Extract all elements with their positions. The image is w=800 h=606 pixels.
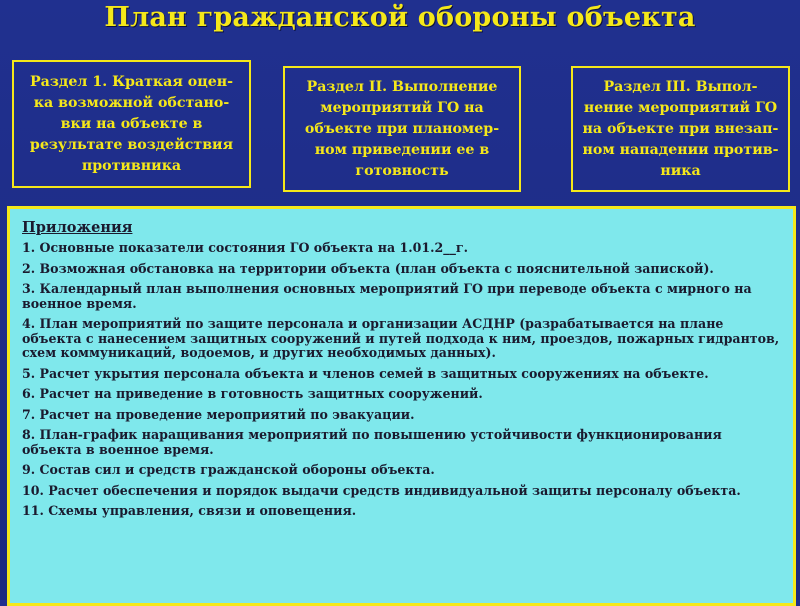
section-1-label: Раздел 1. Краткая оцен-ка возможной обстано-вки на объекте в результате воздействия противника bbox=[29, 73, 234, 174]
section-3-label: Раздел III. Выпол-нение мероприятий ГО на объекте при внезап-ном нападении против-ника bbox=[582, 78, 779, 179]
section-3-box bbox=[571, 66, 790, 192]
list-item: 8. План-график наращивания мероприятий по повышению устойчивости функционирования объекта в военное время. bbox=[22, 427, 722, 457]
list-item: 3. Календарный план выполнения основных мероприятий ГО при переводе объекта с мирного на военное время. bbox=[22, 281, 752, 311]
list-item: 7. Расчет на проведение мероприятий по эвакуации. bbox=[22, 406, 415, 422]
list-item: 1. Основные показатели состояния ГО объекта на 1.01.2__г. bbox=[22, 240, 469, 255]
list-item: 11. Схемы управления, связи и оповещения. bbox=[22, 503, 357, 518]
page-title: План гражданской обороны объекта bbox=[104, 2, 696, 33]
list-item: 5. Расчет укрытия персонала объекта и членов семей в защитных сооружениях на объекте. bbox=[22, 365, 709, 381]
section-1-box bbox=[12, 60, 251, 188]
list-item: 2. Возможная обстановка на территории объекта (план объекта с пояснительной запиской). bbox=[22, 260, 714, 276]
list-item: 6. Расчет на приведение в готовность защитных сооружений. bbox=[22, 386, 483, 401]
list-item: 4. План мероприятий по защите персонала и организации АСДНР (разрабатывается на плане объекта с нанесением защитных сооружений и путей подхода к ним, проездов, пожарных гидрантов, схем коммуникаций, водоемов, и других необходимых данных). bbox=[22, 316, 780, 360]
appendix-list bbox=[22, 241, 781, 519]
section-2-box bbox=[283, 66, 521, 192]
appendix-title: Приложения bbox=[22, 219, 133, 236]
list-item: 9. Состав сил и средств гражданской обороны объекта. bbox=[22, 462, 435, 477]
list-item: 10. Расчет обеспечения и порядок выдачи средств индивидуальной защиты персоналу объекта. bbox=[22, 482, 741, 498]
appendix-panel bbox=[7, 206, 796, 606]
section-2-label: Раздел II. Выполнение мероприятий ГО на объекте при планомер-ном приведении ее в готовность bbox=[304, 78, 500, 179]
